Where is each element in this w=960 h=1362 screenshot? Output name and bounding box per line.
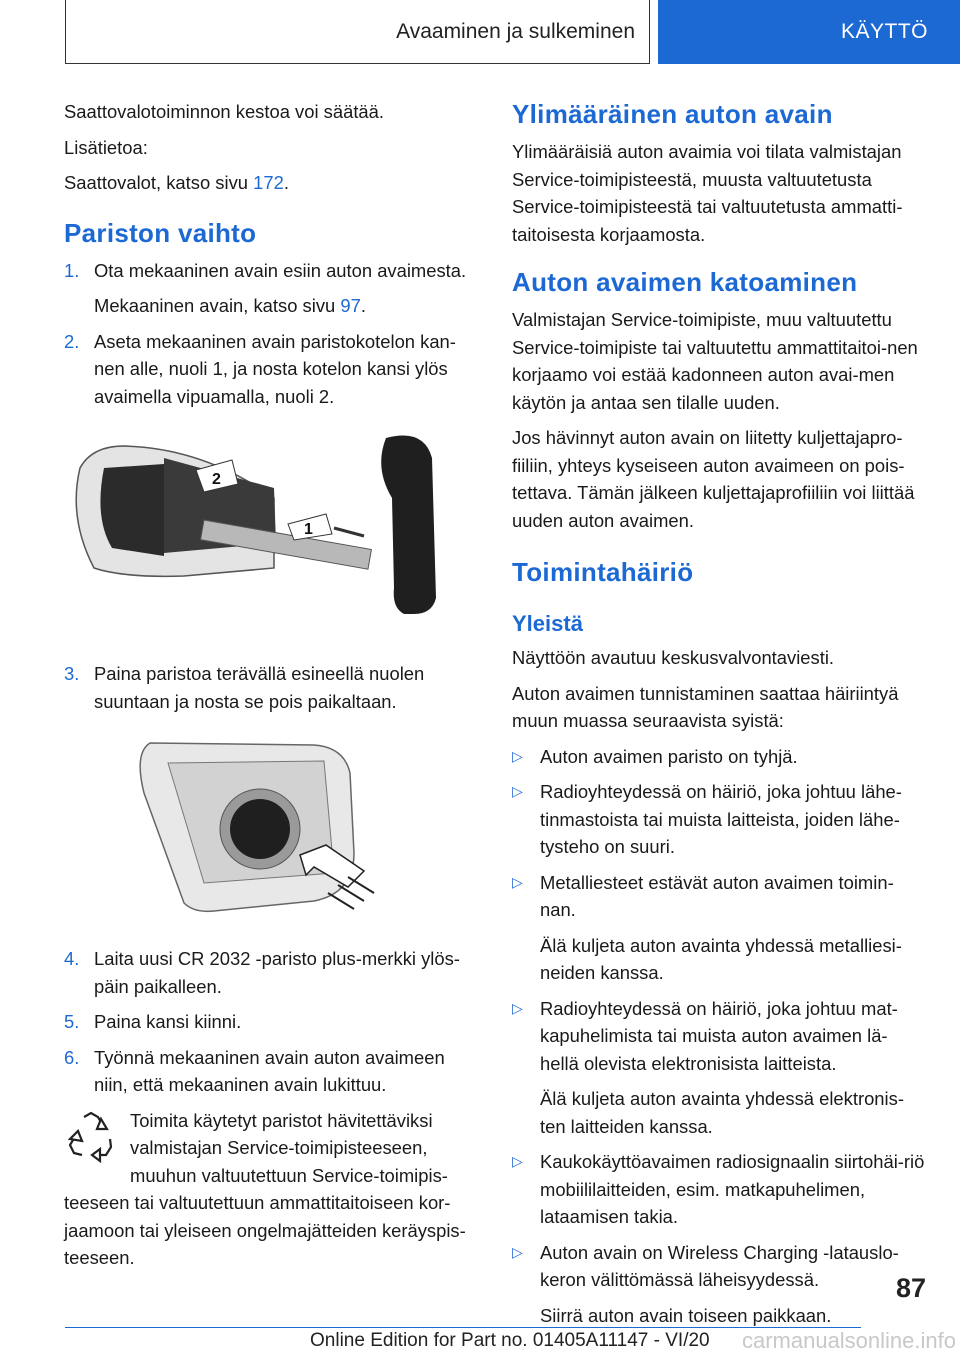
step-5 bbox=[64, 1008, 480, 1036]
intro3-end: . bbox=[283, 172, 289, 193]
step-text: Paina paristoa terävällä esineellä nuolen suuntaan ja nosta se pois paikaltaan. bbox=[94, 663, 425, 712]
intro-paragraph-2: Lisätietoa: bbox=[64, 136, 148, 158]
figure-key-battery bbox=[64, 733, 480, 923]
triangle-bullet-icon: ▷ bbox=[512, 1153, 523, 1169]
recycle-icon bbox=[64, 1109, 118, 1163]
step-number: 4. bbox=[64, 948, 80, 969]
cause-text: Auton avaimen paristo on tyhjä. bbox=[540, 745, 798, 767]
triangle-bullet-icon: ▷ bbox=[512, 873, 523, 890]
step-text: Paina kansi kiinni. bbox=[94, 1011, 242, 1032]
general-paragraph-2: Auton avaimen tunnistaminen saattaa häiriintyä muun muassa seuraavista syistä: bbox=[512, 682, 899, 731]
cause-text: Radioyhteydessä on häiriö, joka johtuu mat-kapuhelimista tai muista auton avaimen lä-hellä olevista elektronisista laitteista. bbox=[540, 997, 898, 1074]
chapter-title-text: KÄYTTÖ bbox=[840, 20, 928, 43]
recycling-note-text: Toimita käytetyt paristot hävitettäviksi valmistajan Service-toimipisteeseen, muuhun valtuutettuun Service-toimipis-teeseen tai valtuutettuun ammattitaitoiseen kor-jaamoon tai yleiseen ongelmajätteiden keräyspis-teeseen. bbox=[64, 1109, 466, 1268]
step-text: Työnnä mekaaninen avain auton avaimeen niin, että mekaaninen avain lukittuu. bbox=[94, 1046, 445, 1095]
heading-malfunction: Toimintahäiriö bbox=[512, 557, 694, 587]
cause-item-2 bbox=[512, 778, 926, 861]
cause-text: Auton avain on Wireless Charging -latauslo-keron välittömässä läheisyydessä. bbox=[540, 1241, 899, 1290]
step-text: Ota mekaaninen avain esiin auton avaimesta. bbox=[94, 259, 467, 281]
step1-sub-end: . bbox=[360, 295, 366, 316]
key-illustration-1 bbox=[64, 428, 480, 638]
cause-advice: Älä kuljeta auton avainta yhdessä elektronis-ten laitteiden kanssa. bbox=[540, 1088, 904, 1137]
section-title-text: Avaaminen ja sulkeminen bbox=[396, 19, 635, 43]
cause-text: Metalliesteet estävät auton avaimen toimin-nan. bbox=[540, 871, 894, 920]
step-number: 2. bbox=[64, 330, 80, 352]
step-2 bbox=[64, 328, 480, 411]
triangle-bullet-icon: ▷ bbox=[512, 999, 523, 1016]
general-paragraph-1: Näyttöön avautuu keskusvalvontaviesti. bbox=[512, 647, 835, 668]
cause-item-3 bbox=[512, 869, 926, 987]
left-column bbox=[64, 98, 480, 1272]
triangle-bullet-icon: ▷ bbox=[512, 747, 523, 764]
right-column bbox=[512, 98, 926, 1337]
step1-sub-text: Mekaaninen avain, katso sivu bbox=[94, 295, 341, 316]
step-3 bbox=[64, 660, 480, 715]
heading-general: Yleistä bbox=[512, 611, 583, 636]
lost-key-paragraph-2: Jos hävinnyt auton avain on liitetty kuljettajapro-fiiliin, yhteys kyseiseen auton avaimeen on pois-tettava. Tämän jälkeen kuljettajaprofiiliin voi liittää uuden auton avaimen. bbox=[512, 427, 915, 531]
cause-item-5 bbox=[512, 1148, 926, 1231]
recycling-note bbox=[64, 1107, 480, 1272]
cause-advice: Siirrä auton avain toiseen paikkaan. bbox=[540, 1304, 832, 1326]
cause-item-4 bbox=[512, 995, 926, 1141]
step-1 bbox=[64, 257, 480, 285]
watermark: carmanualsonline.info bbox=[741, 1328, 956, 1353]
figure-label-1: 1 bbox=[304, 521, 313, 538]
intro-paragraph-1: Saattovalotoiminnon kestoa voi säätää. bbox=[64, 101, 384, 122]
page-link-97[interactable]: 97 bbox=[340, 295, 361, 316]
step-number: 6. bbox=[64, 1046, 80, 1068]
heading-battery-replacement: Pariston vaihto bbox=[64, 217, 257, 248]
cause-text: Kaukokäyttöavaimen radiosignaalin siirtohäi-riö mobiililaitteiden, esim. matkapuhelimen, lataamisen takia. bbox=[540, 1151, 925, 1227]
spare-key-paragraph: Ylimääräisiä auton avaimia voi tilata valmistajan Service-toimipisteestä, muusta valtuutetusta Service-toimipisteestä tai valtuutetusta ammatti-taitoisesta korjaamosta. bbox=[512, 141, 903, 245]
step-number: 1. bbox=[64, 259, 80, 281]
lost-key-paragraph-1: Valmistajan Service-toimipiste, muu valtuutettu Service-toimipiste tai valtuutettu ammattitaitoi-nen korjaamo voi estää kadonneen auton avai-men käytön ja antaa sen tilalle uuden. bbox=[512, 309, 918, 413]
page-number: 87 bbox=[895, 1273, 926, 1303]
step-text: Laita uusi CR 2032 -paristo plus-merkki ylös-päin paikalleen. bbox=[94, 948, 460, 997]
key-illustration-2 bbox=[64, 733, 480, 923]
header-chapter-tab bbox=[658, 0, 960, 64]
page-link-172[interactable]: 172 bbox=[253, 172, 284, 193]
triangle-bullet-icon: ▷ bbox=[512, 783, 523, 799]
footer-edition: Online Edition for Part no. 01405A11147 - VI/20 bbox=[310, 1330, 710, 1351]
cause-item-1 bbox=[512, 743, 926, 771]
step-6 bbox=[64, 1044, 480, 1099]
heading-spare-key: Ylimääräinen auton avain bbox=[512, 99, 833, 129]
intro-paragraph-3 bbox=[64, 169, 480, 197]
header-section-title bbox=[65, 0, 650, 64]
cause-text: Radioyhteydessä on häiriö, joka johtuu lähe-tinmastoista tai muista laitteista, joiden lähe-tysteho on suuri. bbox=[540, 781, 902, 857]
intro3-text: Saattovalot, katso sivu bbox=[64, 172, 254, 193]
triangle-bullet-icon: ▷ bbox=[512, 1243, 523, 1260]
step-1-sub bbox=[64, 292, 480, 320]
figure-key-open-cover bbox=[64, 428, 480, 638]
cause-item-6 bbox=[512, 1239, 926, 1330]
cause-advice: Älä kuljeta auton avainta yhdessä metalliesi-neiden kanssa. bbox=[540, 934, 902, 983]
step-4 bbox=[64, 945, 480, 1000]
step-text: Aseta mekaaninen avain paristokotelon kan-nen alle, nuoli 1, ja nosta kotelon kansi ylös avaimella vipuamalla, nuoli 2. bbox=[94, 330, 456, 407]
step-number: 3. bbox=[64, 663, 80, 684]
step-number: 5. bbox=[64, 1011, 80, 1032]
heading-lost-key: Auton avaimen katoaminen bbox=[512, 267, 858, 297]
figure-label-2: 2 bbox=[212, 471, 221, 488]
